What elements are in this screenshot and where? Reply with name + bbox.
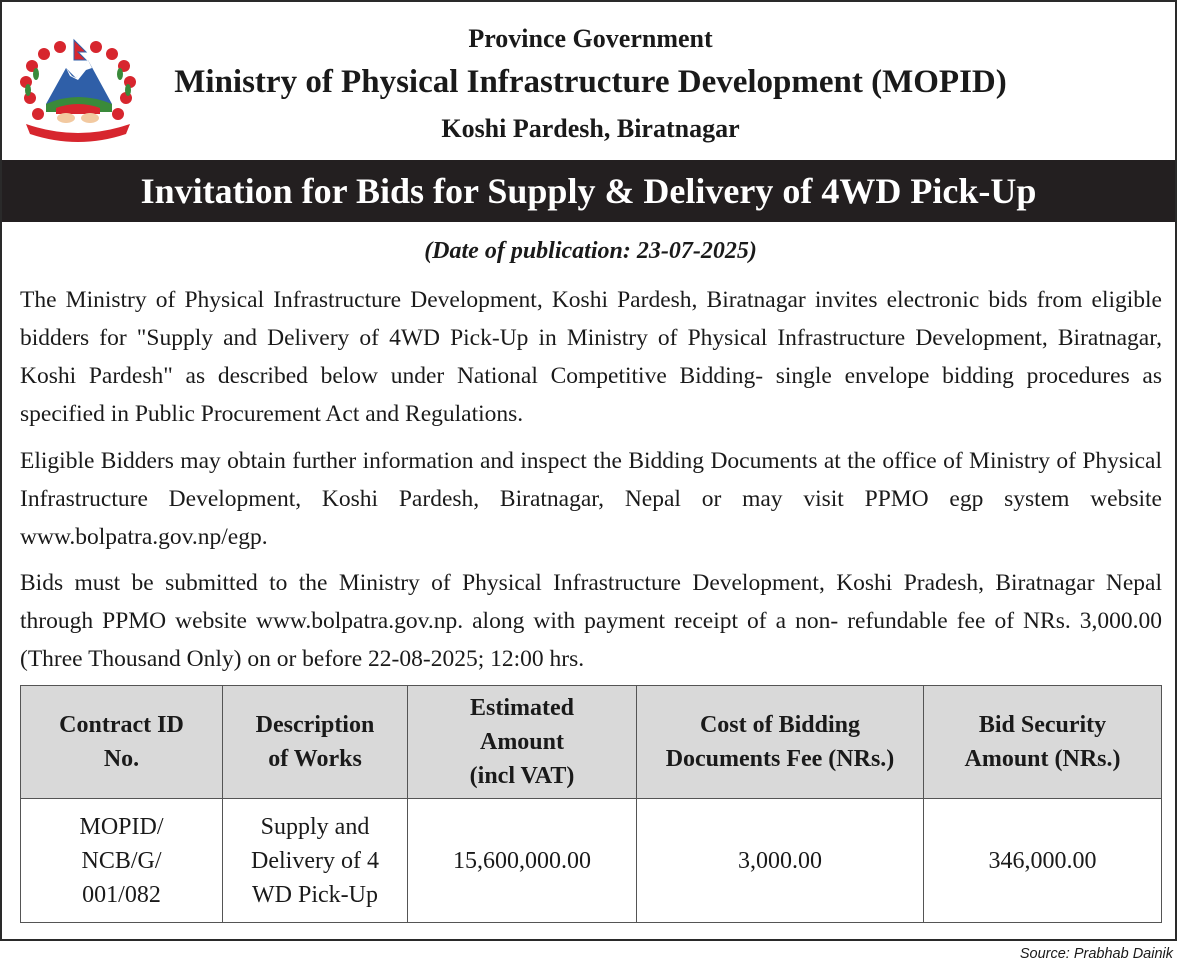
table-row [21,799,1162,923]
header-contract-id [21,686,223,799]
cell-text: Delivery of 4 [251,847,379,874]
header-text: Amount (NRs.) [964,746,1121,772]
cell-contract-id [21,799,223,923]
cell-document-fee: 3,000.00 [637,799,924,923]
paragraph-submission: Bids must be submitted to the Ministry of Physical Infrastructure Development, Koshi Pradesh, Biratnagar Nepal through PPMO website www.bolpatra.gov.np. along with payment receipt of a non- refundable fee of NRs. 3,000.00 (Three Thousand Only) on or before 22-08-2025; 12:00 hrs. [20,570,1162,672]
cell-text: 001/082 [82,881,161,908]
header-text: of Works [268,746,362,772]
header-location: Koshi Pardesh, Biratnagar [441,114,740,143]
paragraph-documents: Eligible Bidders may obtain further information and inspect the Bidding Documents at the office of Ministry of Physical Infrastructure Development, Koshi Pardesh, Biratnagar, Nepal or may visit PPMO egp system website www.bolpatra.gov.np/egp. [20,448,1162,550]
header-text: Contract ID [59,712,184,738]
cell-text: Supply and [260,813,370,840]
cell-text: WD Pick-Up [252,881,378,908]
bid-table [20,685,1162,923]
header-text: Estimated [470,695,574,721]
header-province: Province Government [468,24,713,53]
header-text: Bid Security [978,712,1107,738]
publication-date: (Date of publication: 23-07-2025) [424,238,757,264]
header-text: (incl VAT) [469,763,575,789]
header-description [223,686,408,799]
header-bid-security [924,686,1162,799]
header-estimated-amount [408,686,637,799]
header-text: Documents Fee (NRs.) [665,746,895,772]
cell-bid-security: 346,000.00 [924,799,1162,923]
cell-text: NCB/G/ [81,847,162,874]
paragraph-invitation: The Ministry of Physical Infrastructure Development, Koshi Pardesh, Biratnagar invites electronic bids from eligible bidders for "Supply and Delivery of 4WD Pick-Up in Ministry of Physical Infrastructure Development, Biratnagar, Koshi Pardesh" as described below under National Competitive Bidding- single envelope bidding procedures as specified in Public Procurement Act and Regulations. [20,287,1162,427]
table-header-row [21,686,1162,799]
cell-description [223,799,408,923]
header-document-fee [637,686,924,799]
cell-estimated-amount: 15,600,000.00 [408,799,637,923]
header-text: Cost of Bidding [699,712,861,738]
header-text: Amount [479,729,564,755]
header-text: Description [255,712,375,738]
source-credit: Source: Prabhab Dainik [1019,946,1173,962]
notice-title: Invitation for Bids for Supply & Delivery of 4WD Pick-Up [2,160,1175,222]
header-text: No. [103,746,140,772]
cell-text: MOPID/ [79,813,164,840]
header-ministry: Ministry of Physical Infrastructure Development (MOPID) [174,64,1007,100]
